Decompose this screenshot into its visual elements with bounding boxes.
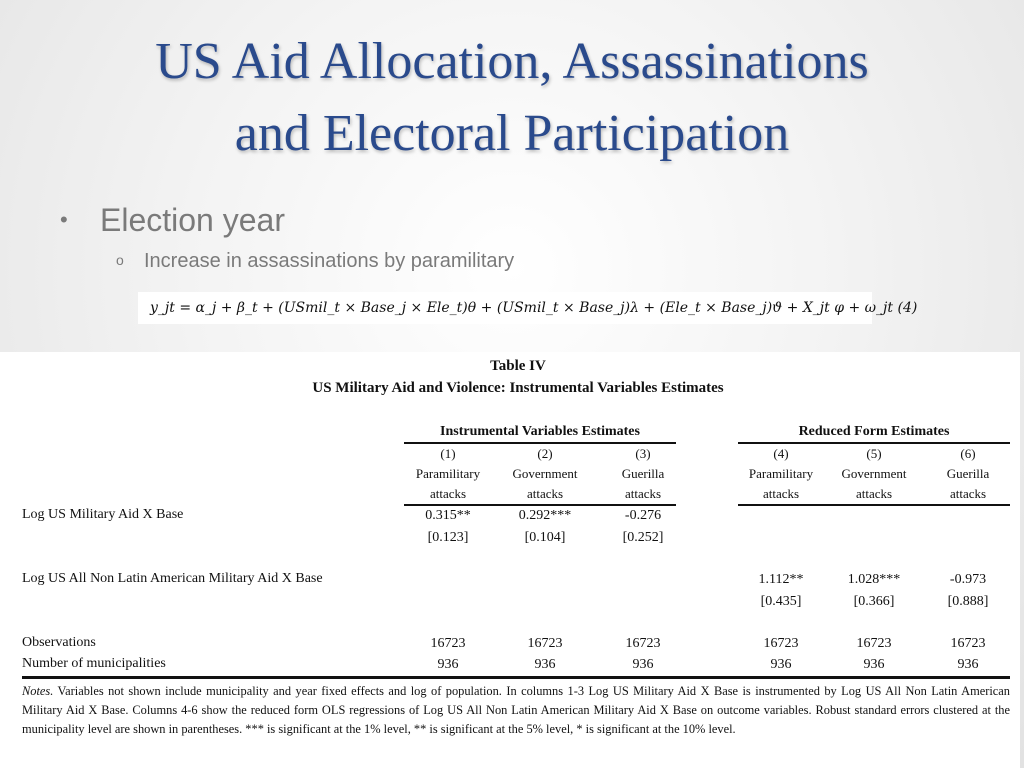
municipalities-cell: 936 (770, 657, 792, 672)
bullet-circle-icon: o (116, 252, 124, 268)
row-label-log-us-military-aid: Log US Military Aid X Base (22, 507, 184, 522)
group-header-rf: Reduced Form Estimates (798, 424, 950, 439)
column-label: Government (841, 466, 907, 481)
coef-cell: 1.028*** (847, 572, 901, 587)
column-label: Guerilla (621, 466, 665, 481)
column-number: (1) (440, 446, 456, 461)
column-label: attacks (624, 486, 662, 501)
column-header-5 (830, 444, 918, 504)
header-rule-rf (738, 504, 1010, 506)
bullet-level-2-text: Increase in assassinations by paramilitary (144, 250, 515, 272)
bullet-level-2 (116, 250, 514, 273)
row-label-observations: Observations (22, 635, 96, 650)
regression-table (0, 352, 1020, 768)
se-cell: [0.123] (427, 530, 469, 545)
coef-cell: 0.292*** (518, 508, 572, 523)
observations-cell: 16723 (527, 636, 563, 651)
observations-cell: 16723 (856, 636, 892, 651)
coef-cell: 0.315** (425, 508, 471, 523)
column-header-3 (600, 444, 686, 504)
bullet-level-1 (60, 202, 285, 239)
row-label-municipalities: Number of municipalities (22, 656, 166, 671)
coef-cell: 1.112** (758, 572, 804, 587)
se-cell: [0.888] (947, 594, 989, 609)
column-label: attacks (429, 486, 467, 501)
column-header-2 (498, 444, 592, 504)
column-label: attacks (949, 486, 987, 501)
se-cell: [0.366] (853, 594, 895, 609)
notes-label: Notes. (22, 684, 54, 698)
municipalities-cell: 936 (863, 657, 885, 672)
column-label: attacks (855, 486, 893, 501)
column-number: (2) (537, 446, 553, 461)
se-cell: [0.435] (760, 594, 802, 609)
observations-cell: 16723 (763, 636, 799, 651)
column-label: Paramilitary (748, 466, 814, 481)
column-label: Paramilitary (415, 466, 481, 481)
notes-text: Variables not shown include municipality and year fixed effects and log of population. In columns 1-3 Log US Military Aid X Base is instrumented by Log US All Non Latin American Military Aid X Base. Columns 4-6 show the reduced form OLS regressions of Log US All Non Latin American Military Aid X Base on outcome variables. Robust standard errors clustered at the municipality level are shown in parentheses. *** is significant at the 1% level, ** is significant at the 5% level, * is significant at the 10% level. (22, 684, 1010, 736)
table-bottom-rule (22, 676, 1010, 679)
column-number: (3) (635, 446, 651, 461)
slide-title-line-1: US Aid Allocation, Assassinations (155, 33, 869, 90)
table-notes (22, 682, 1010, 739)
coef-cell: -0.973 (949, 572, 987, 587)
municipalities-cell: 936 (632, 657, 654, 672)
se-cell: [0.104] (524, 530, 566, 545)
observations-cell: 16723 (625, 636, 661, 651)
observations-cell: 16723 (430, 636, 466, 651)
municipalities-cell: 936 (437, 657, 459, 672)
municipalities-cell: 936 (534, 657, 556, 672)
table-title: Table IV (490, 358, 546, 374)
column-header-1 (404, 444, 492, 504)
column-header-6 (926, 444, 1010, 504)
table-subtitle: US Military Aid and Violence: Instrumental Variables Estimates (312, 380, 724, 396)
municipalities-cell: 936 (957, 657, 979, 672)
column-label: attacks (526, 486, 564, 501)
column-header-4 (738, 444, 824, 504)
se-cell: [0.252] (622, 530, 664, 545)
column-label: Guerilla (946, 466, 990, 481)
row-label-log-us-non-latin-aid: Log US All Non Latin American Military Aid X Base (22, 571, 323, 586)
slide-title (0, 26, 1024, 170)
equation: y_jt = α_j + β_t + (USmil_t × Base_j × Ele_t)θ + (USmil_t × Base_j)λ + (Ele_t × Base_j)ϑ + X_jt φ + ω_jt (4) (138, 292, 872, 324)
bullet-dot-icon: • (60, 207, 68, 232)
group-header-iv: Instrumental Variables Estimates (440, 424, 640, 439)
column-label: Government (512, 466, 578, 481)
slide-title-line-2: and Electoral Participation (234, 105, 790, 162)
observations-cell: 16723 (950, 636, 986, 651)
column-label: attacks (762, 486, 800, 501)
bullet-level-1-text: Election year (100, 202, 285, 238)
column-number: (6) (960, 446, 976, 461)
column-number: (4) (773, 446, 789, 461)
column-number: (5) (866, 446, 882, 461)
coef-cell: -0.276 (624, 508, 662, 523)
